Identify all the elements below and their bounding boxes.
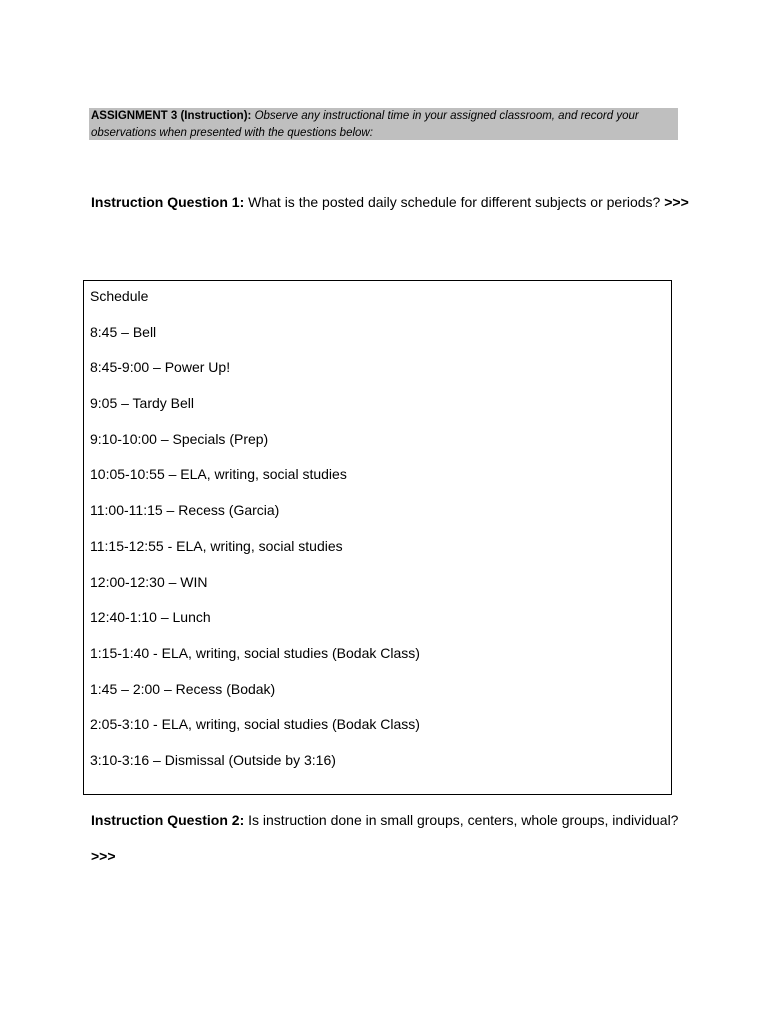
schedule-item: 11:00-11:15 – Recess (Garcia) [90, 502, 280, 519]
assignment-banner [89, 108, 678, 140]
assignment-heading: ASSIGNMENT 3 (Instruction): [91, 110, 252, 122]
question-2-label: Instruction Question 2: [91, 812, 245, 828]
schedule-item: 1:45 – 2:00 – Recess (Bodak) [90, 680, 276, 697]
schedule-item: 9:05 – Tardy Bell [90, 395, 195, 412]
instruction-question-2 [91, 802, 691, 874]
schedule-item: 3:10-3:16 – Dismissal (Outside by 3:16) [90, 751, 336, 768]
schedule-item: 11:15-12:55 - ELA, writing, social studies [90, 537, 343, 554]
assignment-instructions: Observe any instructional time in your assigned classroom, and record your observations when presented with the questions below: [91, 110, 639, 139]
schedule-item: 10:05-10:55 – ELA, writing, social studies [90, 466, 347, 483]
question-1-label: Instruction Question 1: [91, 194, 245, 210]
schedule-answer-box [83, 280, 672, 795]
schedule-item: 2:05-3:10 - ELA, writing, social studies (Bodak Class) [90, 716, 420, 733]
question-1-text: What is the posted daily schedule for different subjects or periods? [248, 194, 661, 210]
schedule-title: Schedule [90, 288, 149, 304]
schedule-item: 8:45-9:00 – Power Up! [90, 359, 231, 376]
schedule-item: 9:10-10:00 – Specials (Prep) [90, 430, 269, 447]
question-2-answer-marker: >>> [91, 848, 116, 864]
question-2-text: Is instruction done in small groups, centers, whole groups, individual? [248, 812, 679, 828]
schedule-item: 12:40-1:10 – Lunch [90, 609, 211, 626]
schedule-item: 12:00-12:30 – WIN [90, 573, 208, 590]
schedule-item: 8:45 – Bell [90, 323, 157, 340]
question-1-answer-marker: >>> [664, 194, 689, 210]
schedule-item: 1:15-1:40 - ELA, writing, social studies (Bodak Class) [90, 644, 420, 661]
instruction-question-1 [91, 184, 691, 220]
